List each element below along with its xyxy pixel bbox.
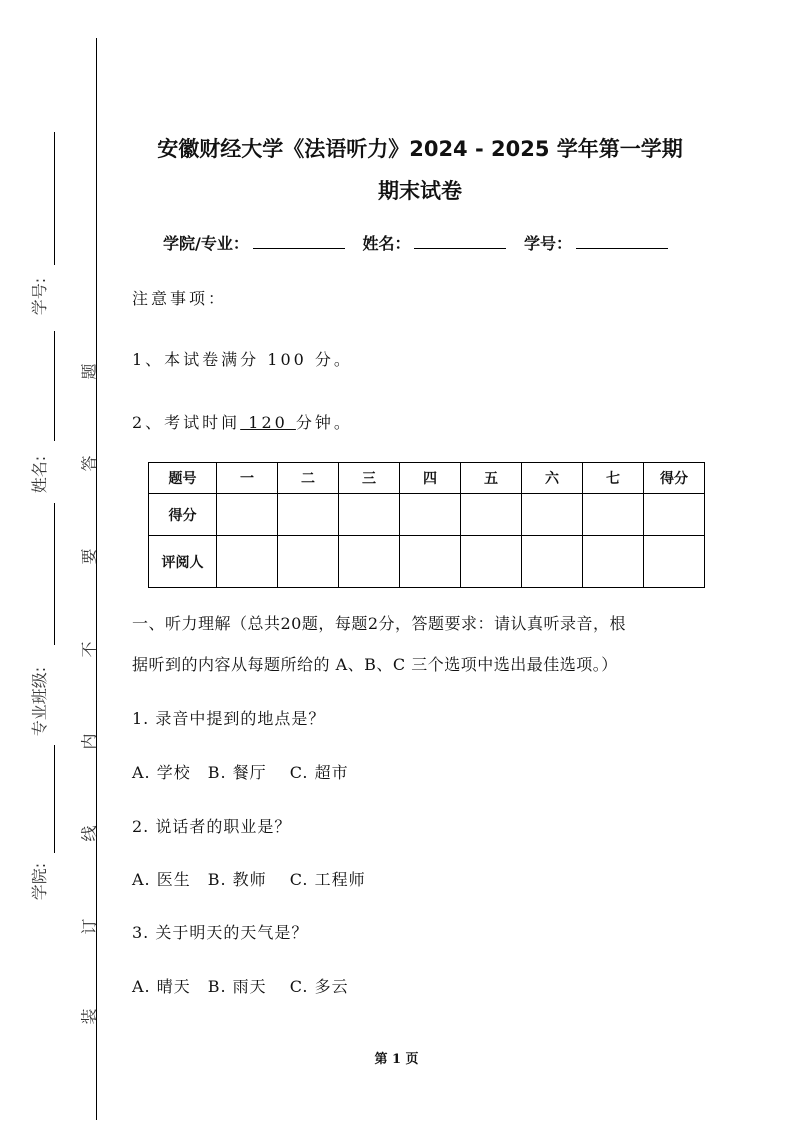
score-cell <box>217 494 278 536</box>
question-3: 3. 关于明天的天气是？ <box>132 923 309 942</box>
score-cell <box>644 494 705 536</box>
section-instructions-line1: 一、听力理解（总共20题，每题2分，答题要求：请认真听录音，根 <box>132 614 627 633</box>
score-cell <box>461 494 522 536</box>
margin-field-name: 姓名: <box>30 455 50 494</box>
margin-blank-line <box>54 503 55 645</box>
question-1: 1. 录音中提到的地点是？ <box>132 709 326 728</box>
grader-cell <box>400 536 461 588</box>
header-cell: 题号 <box>149 463 217 494</box>
header-cell: 三 <box>339 463 400 494</box>
header-cell: 六 <box>522 463 583 494</box>
header-cell: 四 <box>400 463 461 494</box>
row-label: 评阅人 <box>149 536 217 588</box>
id-label: 学号： <box>524 234 573 253</box>
grader-cell <box>339 536 400 588</box>
note-2 <box>132 410 353 433</box>
table-row <box>149 536 705 588</box>
header-cell: 五 <box>461 463 522 494</box>
seal-char: 订 <box>79 918 99 935</box>
header-cell: 得分 <box>644 463 705 494</box>
score-cell <box>278 494 339 536</box>
id-blank[interactable] <box>576 234 668 249</box>
name-blank[interactable] <box>414 234 506 249</box>
grader-cell <box>583 536 644 588</box>
margin-field-student-id: 学号: <box>30 277 50 316</box>
exam-subtitle: 期末试卷 <box>378 179 462 203</box>
page-number: 第 1 页 <box>374 1052 419 1067</box>
binding-line <box>96 38 97 1120</box>
score-cell <box>522 494 583 536</box>
margin-blank-line <box>54 331 55 441</box>
seal-char: 不 <box>79 641 99 658</box>
question-2-options: A. 医生 B. 教师 C. 工程师 <box>132 870 366 889</box>
margin-field-major-class: 专业班级: <box>30 666 50 737</box>
question-2: 2. 说话者的职业是？ <box>132 817 292 836</box>
grader-cell <box>461 536 522 588</box>
seal-char: 线 <box>79 825 99 842</box>
grader-cell <box>217 536 278 588</box>
exam-title: 安徽财经大学《法语听力》2024 - 2025 学年第一学期 <box>157 137 683 161</box>
name-label: 姓名： <box>362 234 411 253</box>
seal-char: 题 <box>79 363 99 380</box>
header-cell: 二 <box>278 463 339 494</box>
score-cell <box>400 494 461 536</box>
note-2-prefix: 2、考试时间 <box>132 413 241 432</box>
grader-cell <box>278 536 339 588</box>
college-blank[interactable] <box>253 234 345 249</box>
section-instructions-line2: 据听到的内容从每题所给的 A、B、C 三个选项中选出最佳选项。） <box>132 655 618 674</box>
margin-field-college: 学院: <box>30 862 50 901</box>
grader-cell <box>644 536 705 588</box>
table-row <box>149 494 705 536</box>
seal-char: 答 <box>79 455 99 472</box>
note-1: 1、本试卷满分 100 分。 <box>132 350 353 369</box>
note-2-suffix: 分钟。 <box>295 413 353 432</box>
margin-blank-line <box>54 745 55 853</box>
score-cell <box>583 494 644 536</box>
seal-char: 要 <box>79 548 99 565</box>
seal-char: 内 <box>79 733 99 750</box>
question-3-options: A. 晴天 B. 雨天 C. 多云 <box>132 977 349 996</box>
notes-heading: 注意事项： <box>132 289 228 308</box>
table-header-row <box>149 463 705 494</box>
header-cell: 一 <box>217 463 278 494</box>
exam-duration: 120 <box>240 413 296 432</box>
margin-blank-line <box>54 132 55 265</box>
row-label: 得分 <box>149 494 217 536</box>
college-label: 学院/专业： <box>163 234 249 253</box>
header-cell: 七 <box>583 463 644 494</box>
score-cell <box>339 494 400 536</box>
question-1-options: A. 学校 B. 餐厅 C. 超市 <box>132 763 349 782</box>
student-info-line <box>163 231 680 254</box>
score-table <box>148 462 705 588</box>
seal-char: 装 <box>79 1008 99 1025</box>
grader-cell <box>522 536 583 588</box>
